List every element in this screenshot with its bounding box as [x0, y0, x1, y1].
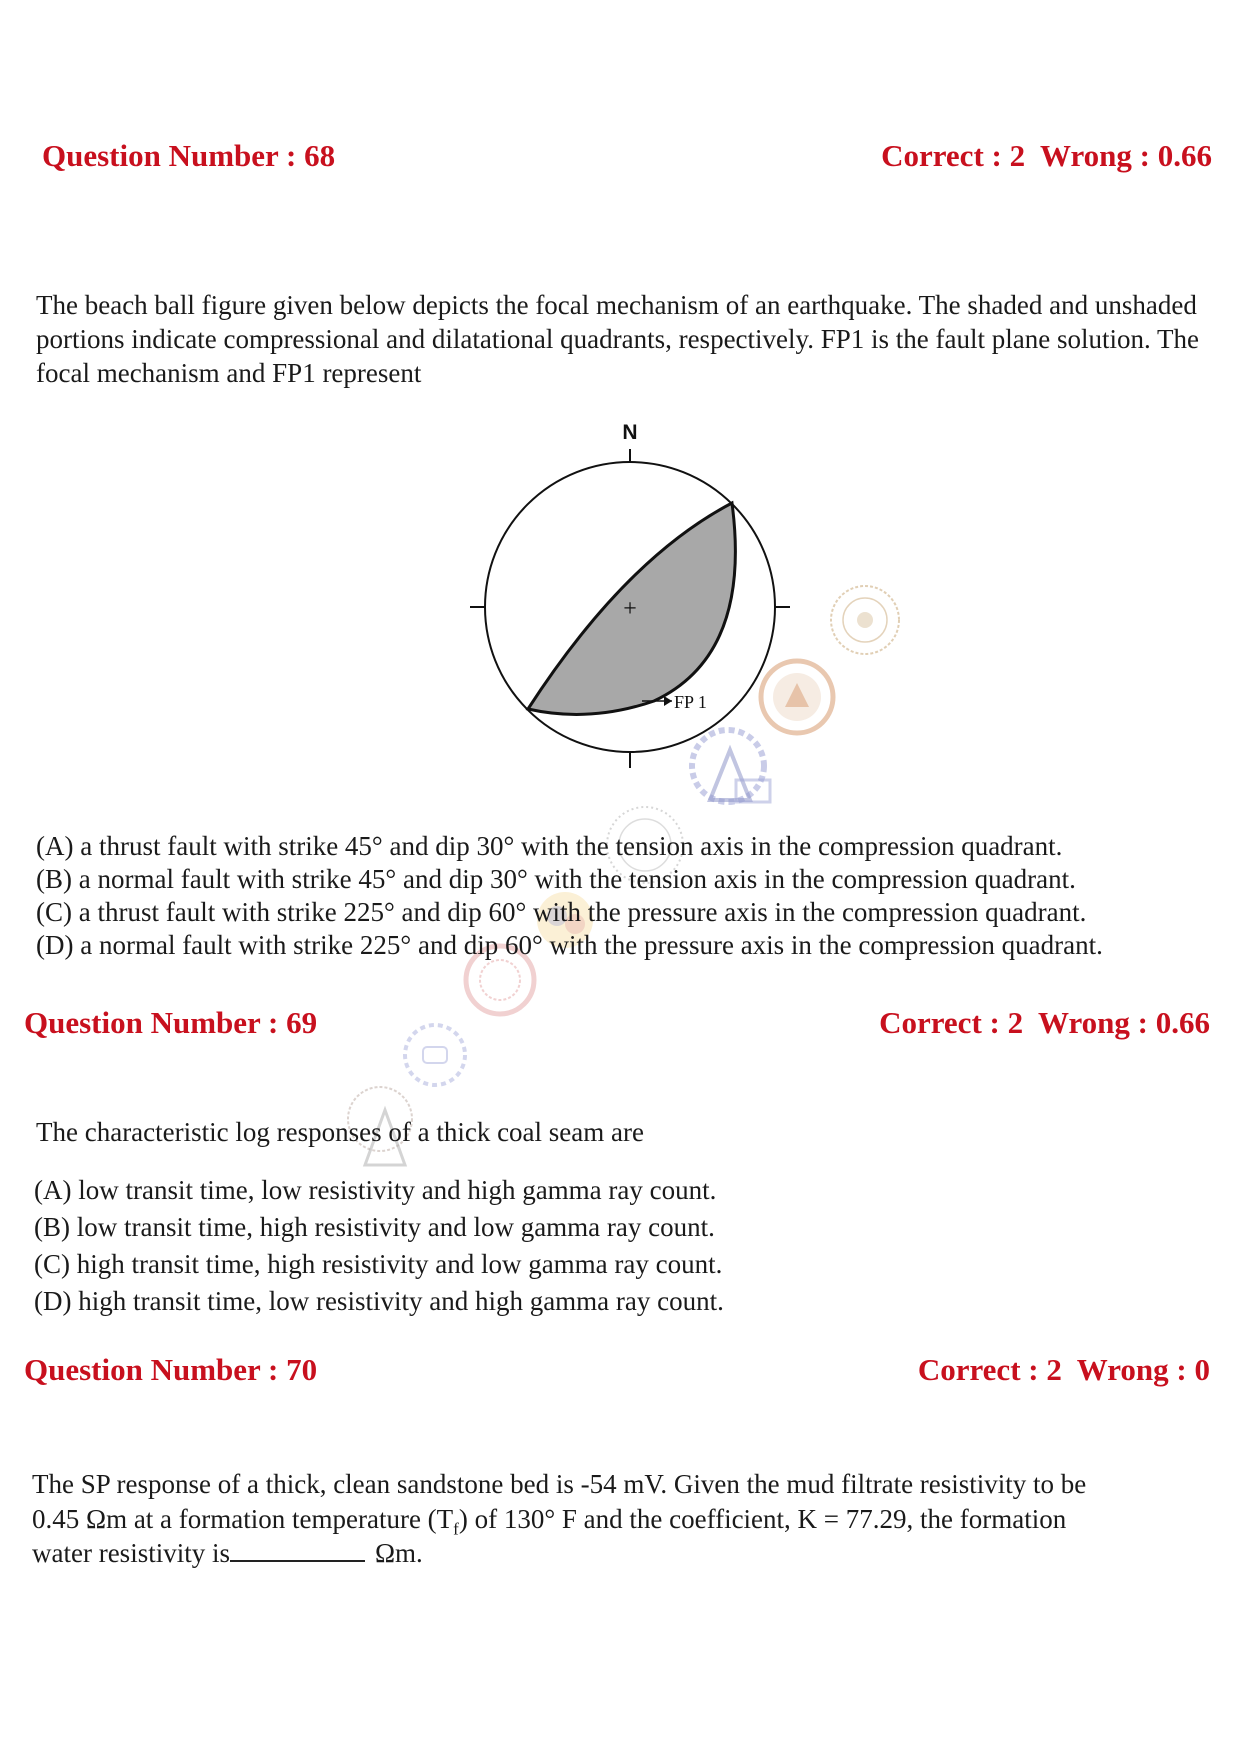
question-number: Question Number : 68 [42, 138, 336, 173]
option-d: (D) a normal fault with strike 225° and dip 60° with the pressure axis in the compression quadrant. [36, 930, 1103, 960]
question-stem: The beach ball figure given below depicts the focal mechanism of an earthquake. The shaded and unshaded portions indicate compressional and dilatational quadrants, respectively. FP1 is the fault plane solution. The focal mechanism and FP1 represent [36, 290, 1199, 388]
fault-plane-label: FP 1 [674, 692, 707, 712]
question-number: Question Number : 70 [24, 1352, 318, 1387]
question-stem: The characteristic log responses of a thick coal seam are [36, 1117, 644, 1147]
seal-watermark-1 [825, 580, 905, 660]
fp1-arrowhead [664, 696, 672, 706]
question-stem-line-1: The SP response of a thick, clean sandstone bed is -54 mV. Given the mud filtrate resistivity to be [32, 1469, 1087, 1499]
answer-unit: Ωm. [374, 1538, 423, 1568]
stem-text: 0.45 Ωm at a formation temperature (T [32, 1504, 454, 1534]
subscript-f: f [453, 1519, 459, 1539]
marks-wrong: Wrong : 0 [1076, 1352, 1210, 1387]
marks-correct: Correct : 2 [879, 1005, 1024, 1040]
stem-text: ) of 130° F and the coefficient, K = 77.29, the formation [458, 1504, 1067, 1534]
marks-info [879, 1005, 1210, 1041]
marks-info [918, 1352, 1210, 1388]
question-number: Question Number : 69 [24, 1005, 318, 1040]
marks-wrong: Wrong : 0.66 [1040, 138, 1212, 173]
answer-blank [230, 1538, 365, 1562]
stem-text: water resistivity is [32, 1538, 230, 1568]
north-label: N [622, 421, 638, 444]
question-header-68 [0, 138, 1240, 182]
marks-wrong: Wrong : 0.66 [1038, 1005, 1210, 1040]
option-b: (B) a normal fault with strike 45° and dip 30° with the tension axis in the compression quadrant. [36, 864, 1076, 894]
marks-correct: Correct : 2 [881, 138, 1026, 173]
marks-correct: Correct : 2 [917, 1352, 1062, 1387]
option-a: (A) low transit time, low resistivity and high gamma ray count. [34, 1175, 717, 1205]
question-header-70 [0, 1352, 1240, 1396]
option-c: (C) high transit time, high resistivity and low gamma ray count. [34, 1249, 723, 1279]
option-a: (A) a thrust fault with strike 45° and dip 30° with the tension axis in the compression quadrant. [36, 831, 1063, 861]
question-header-69 [0, 1005, 1240, 1049]
seal-watermark-3 [680, 720, 780, 820]
option-d: (D) high transit time, low resistivity and high gamma ray count. [34, 1286, 724, 1316]
marks-info [881, 138, 1212, 174]
question-stem-line-3 [32, 1537, 423, 1570]
option-b: (B) low transit time, high resistivity and low gamma ray count. [34, 1212, 715, 1242]
option-c: (C) a thrust fault with strike 225° and dip 60° with the pressure axis in the compression quadrant. [36, 897, 1087, 927]
center-mark: + [623, 596, 637, 622]
